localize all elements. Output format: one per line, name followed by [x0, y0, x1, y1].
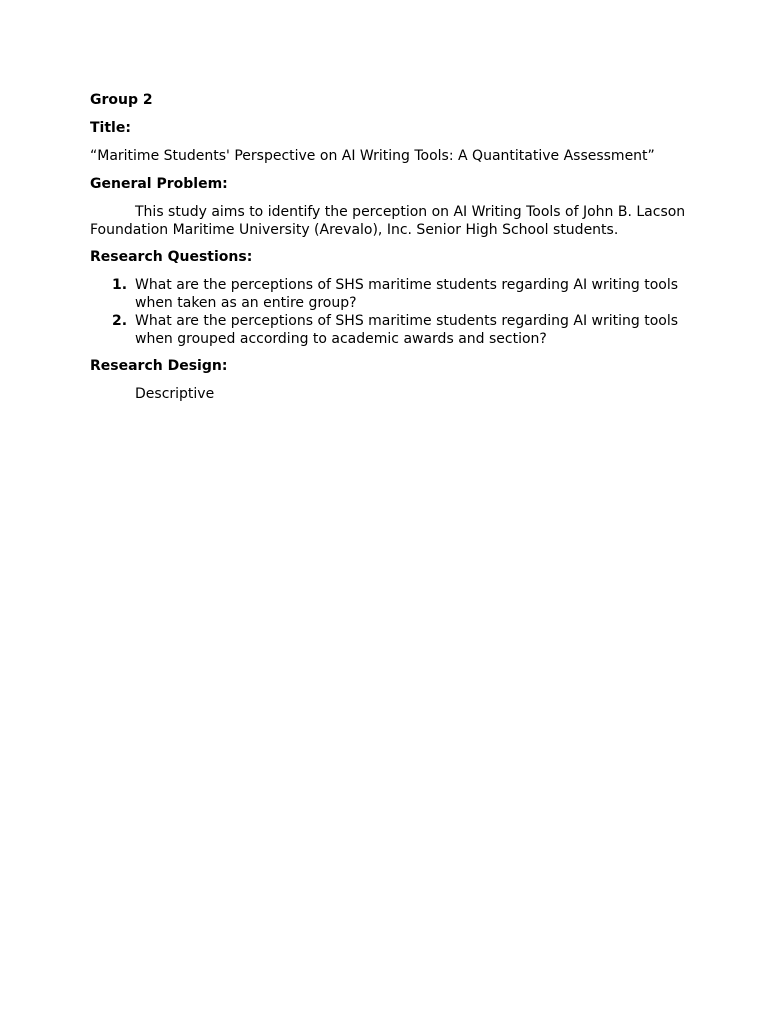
group-label: Group 2 [90, 92, 153, 108]
research-questions-list [90, 276, 690, 348]
research-design-text: Descriptive [135, 386, 215, 402]
document-page [90, 91, 690, 404]
list-number: 2. [112, 313, 128, 329]
list-item-text: What are the perceptions of SHS maritime students regarding AI writing tools when taken as an entire group? [135, 277, 679, 311]
research-design-heading: Research Design: [90, 358, 228, 374]
title-text: “Maritime Students' Perspective on AI Writing Tools: A Quantitative Assessment” [90, 148, 655, 164]
general-problem-text: This study aims to identify the perception on AI Writing Tools of John B. Lacson Foundation Maritime University (Arevalo), Inc. Senior High School students. [90, 204, 686, 238]
list-item-text: What are the perceptions of SHS maritime students regarding AI writing tools when grouped according to academic awards and section? [135, 313, 679, 347]
research-questions-heading: Research Questions: [90, 249, 253, 265]
list-item [90, 312, 690, 348]
general-problem-heading: General Problem: [90, 176, 228, 192]
list-item [90, 276, 690, 312]
list-number: 1. [112, 277, 128, 293]
title-heading: Title: [90, 120, 131, 136]
